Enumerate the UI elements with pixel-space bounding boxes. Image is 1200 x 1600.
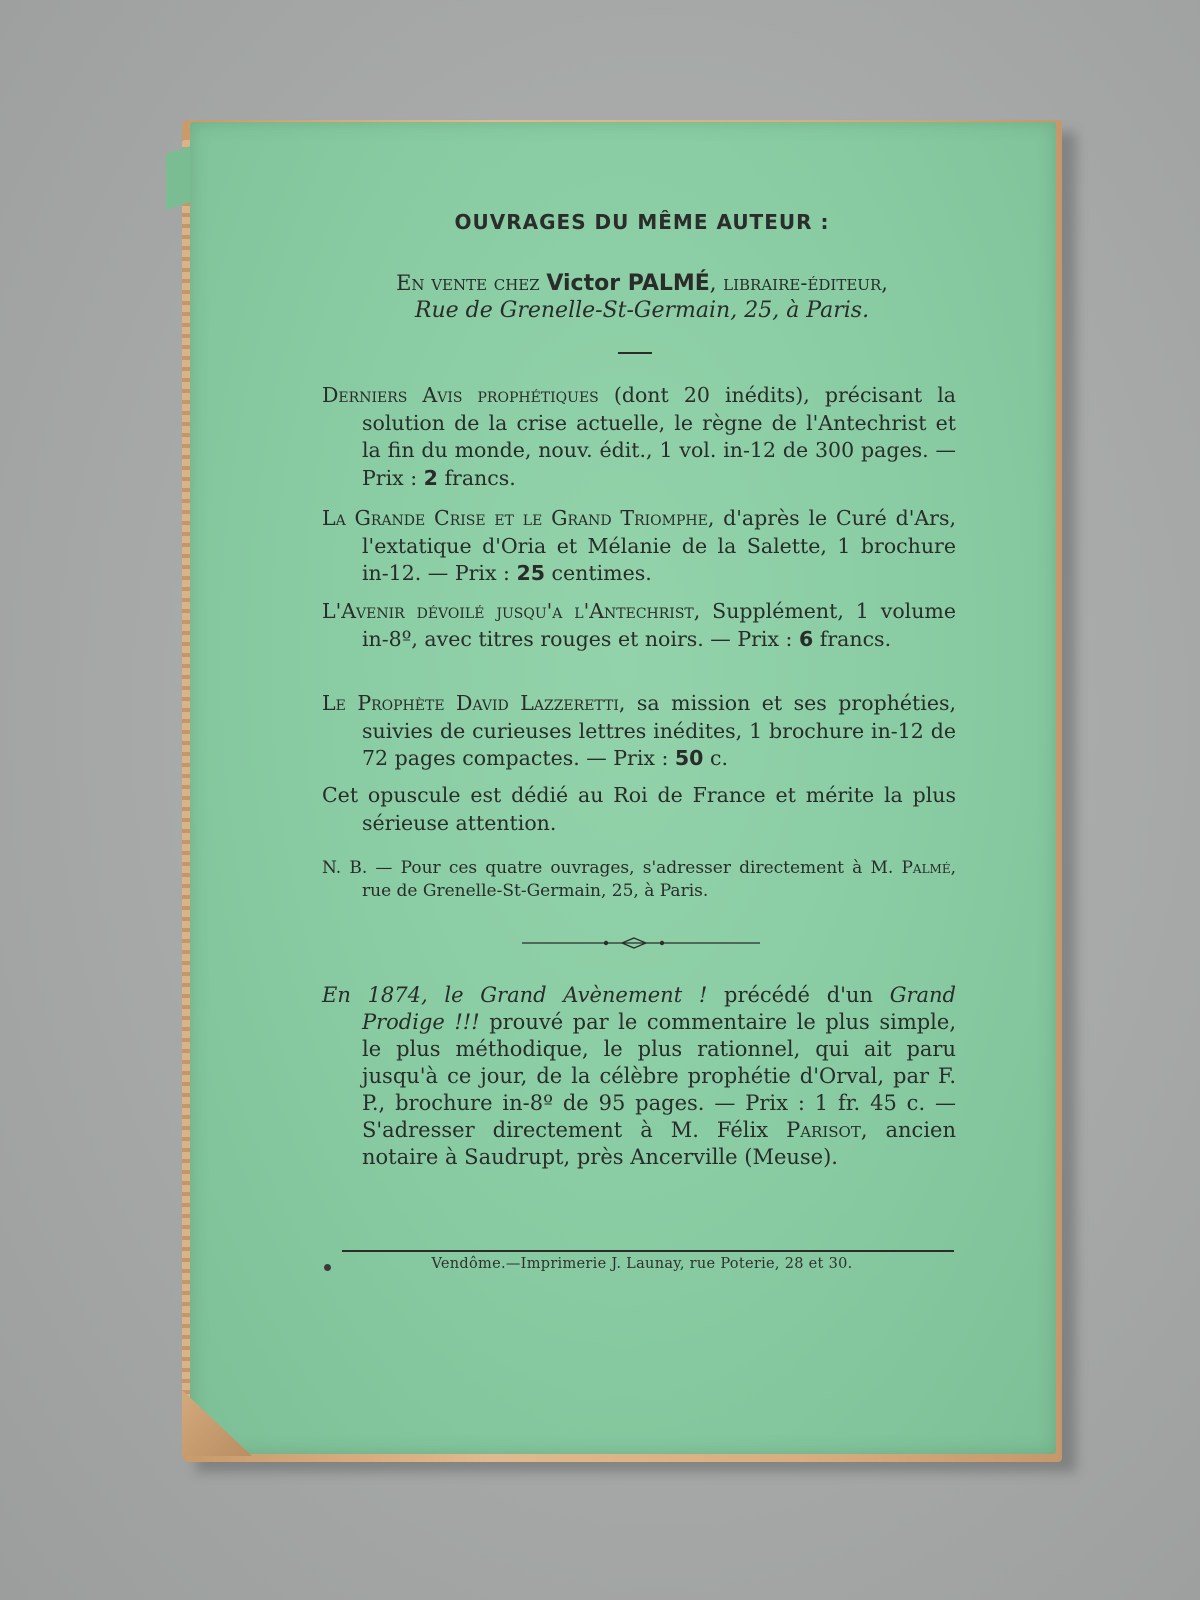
work-unit: c. — [703, 746, 728, 770]
torn-corner-tab — [166, 146, 190, 210]
work-entry — [322, 505, 956, 588]
work-title: L'Avenir dévoilé jusqu'a l'Antechrist — [322, 599, 694, 623]
work-unit: francs. — [437, 465, 516, 490]
seller-prefix: En vente chez — [396, 271, 540, 295]
announcement-name: Parisot — [786, 1118, 861, 1142]
work-desc: (dont 20 inédits), précisant la solution de la crise actuelle, le règne de l'Antechrist et la fin du monde, nouv. édit., 1 vol. in-12 de 300 pages. — Prix : — [362, 383, 957, 490]
work-entry — [322, 690, 956, 773]
seller-line — [322, 268, 962, 299]
work-price: 50 — [674, 746, 704, 770]
announcement-tail: , ancien notaire à Saudrupt, près Ancerville (Meuse). — [362, 1118, 956, 1169]
work-desc: , Supplément, 1 volume in-8º, avec titres rouges et noirs. — Prix : — [362, 599, 956, 651]
printer-imprint: Vendôme.—Imprimerie J. Launay, rue Poterie, 28 et 30. — [431, 1256, 853, 1272]
work-entry — [322, 382, 956, 492]
note-suffix: , rue de Grenelle-St-Germain, 25, à Paris. — [362, 858, 956, 901]
work-unit: francs. — [813, 626, 892, 651]
announcement — [322, 982, 956, 1171]
note-prefix: N. B. — Pour ces quatre ouvrages, s'adresser directement à M. — [322, 858, 902, 878]
work-desc: , d'après le Curé d'Ars, l'extatique d'Oria et Mélanie de la Salette, 1 brochure in-12. — Prix : — [362, 506, 956, 585]
publisher-role: , libraire-éditeur, — [709, 271, 888, 295]
work-entry — [322, 598, 956, 653]
announcement-body: prouvé par le commentaire le plus simple, le plus méthodique, le plus rationnel, qui ait paru jusqu'à ce jour, de la célèbre prophétie d'Orval, par F. P., brochure in-8º de 95 pages. — Prix : 1 fr. 45 c. — S'adresser directement à M. Félix — [362, 1010, 956, 1142]
work-desc: , sa mission et ses prophéties, suivies de curieuses lettres inédites, 1 brochure in-12 de 72 pages compactes. — Prix : — [362, 691, 956, 770]
cover-heading: OUVRAGES DU MÊME AUTEUR : — [454, 210, 830, 234]
work-unit: centimes. — [545, 561, 652, 585]
divider-long — [342, 1250, 954, 1252]
nota-bene — [322, 857, 956, 903]
ornament-divider — [522, 930, 760, 956]
work-title: Derniers Avis prophétiques — [322, 383, 599, 407]
announcement-title2: Grand Prodige !!! — [362, 983, 956, 1034]
publisher-address: Rue de Grenelle-St-Germain, 25, à Paris. — [414, 298, 870, 323]
work-price: 2 — [423, 465, 438, 490]
announcement-middle: précédé d'un — [707, 983, 890, 1007]
announcement-title: En 1874, le Grand Avènement ! — [322, 983, 708, 1007]
work-price: 25 — [516, 561, 546, 585]
dedication: Cet opuscule est dédié au Roi de France et mérite la plus sérieuse attention. — [322, 783, 956, 835]
divider-short — [618, 352, 652, 354]
work-title: La Grande Crise et le Grand Triomphe — [322, 506, 708, 530]
work-price: 6 — [798, 626, 814, 651]
note-name: Palmé — [901, 858, 951, 878]
publisher-name: Victor PALMÉ — [546, 271, 710, 296]
work-title: Le Prophète David Lazzeretti — [322, 691, 619, 715]
